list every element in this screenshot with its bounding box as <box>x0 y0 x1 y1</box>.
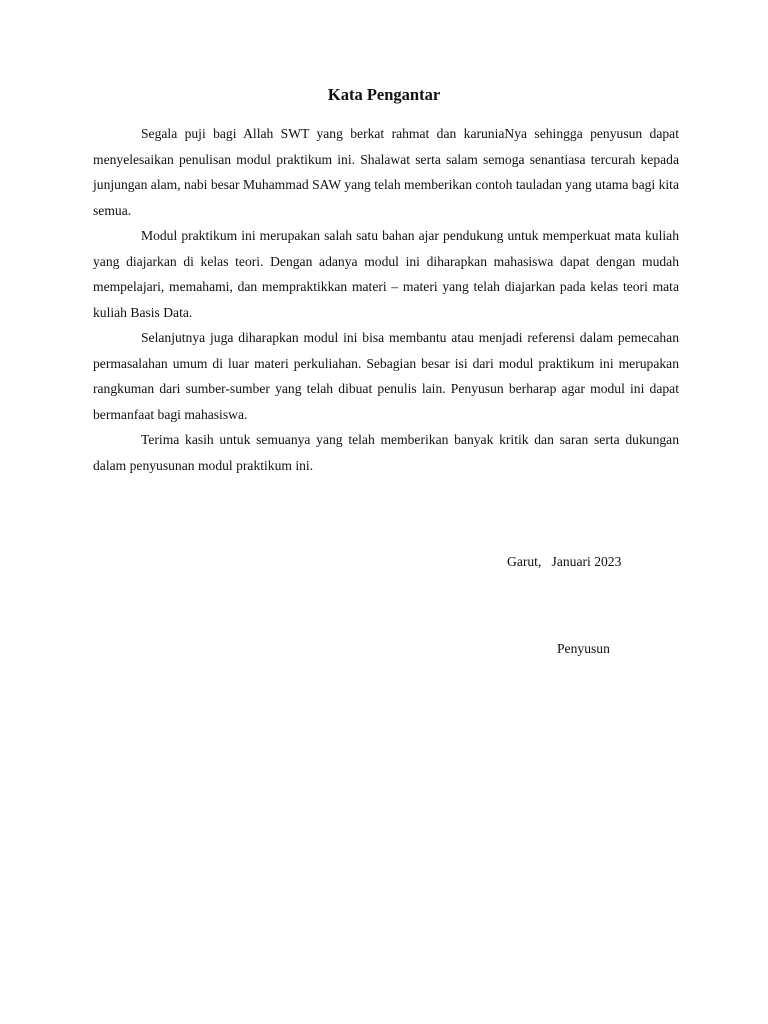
signer: Penyusun <box>557 641 610 656</box>
paragraph-4: Terima kasih untuk semuanya yang telah memberikan banyak kritik dan saran serta dukungan dalam penyusunan modul praktikum ini. <box>93 432 679 473</box>
page-title: Kata Pengantar <box>327 85 441 104</box>
paragraph-3: Selanjutnya juga diharapkan modul ini bisa membantu atau menjadi referensi dalam pemecahan permasalahan umum di luar materi perkuliahan. Sebagian besar isi dari modul praktikum ini merupakan rangkuman dari sumber-sumber yang telah dibuat penulis lain. Penyusun berharap agar modul ini dapat bermanfaat bagi mahasiswa. <box>93 330 679 422</box>
paragraph-1: Segala puji bagi Allah SWT yang berkat rahmat dan karuniaNya sehingga penyusun dapat menyelesaikan penulisan modul praktikum ini. Shalawat serta salam semoga senantiasa tercurah kepada junjungan alam, nabi besar Muhammad SAW yang telah memberikan contoh tauladan yang utama bagi kita semua. <box>93 126 679 218</box>
body-text <box>93 121 679 478</box>
paragraph-2: Modul praktikum ini merupakan salah satu bahan ajar pendukung untuk memperkuat mata kuliah yang diajarkan di kelas teori. Dengan adanya modul ini diharapkan mahasiswa dapat dengan mudah mempelajari, memahami, dan mempraktikkan materi – materi yang telah diajarkan pada kelas teori mata kuliah Basis Data. <box>93 228 679 320</box>
place-date: Garut, Januari 2023 <box>507 554 622 569</box>
